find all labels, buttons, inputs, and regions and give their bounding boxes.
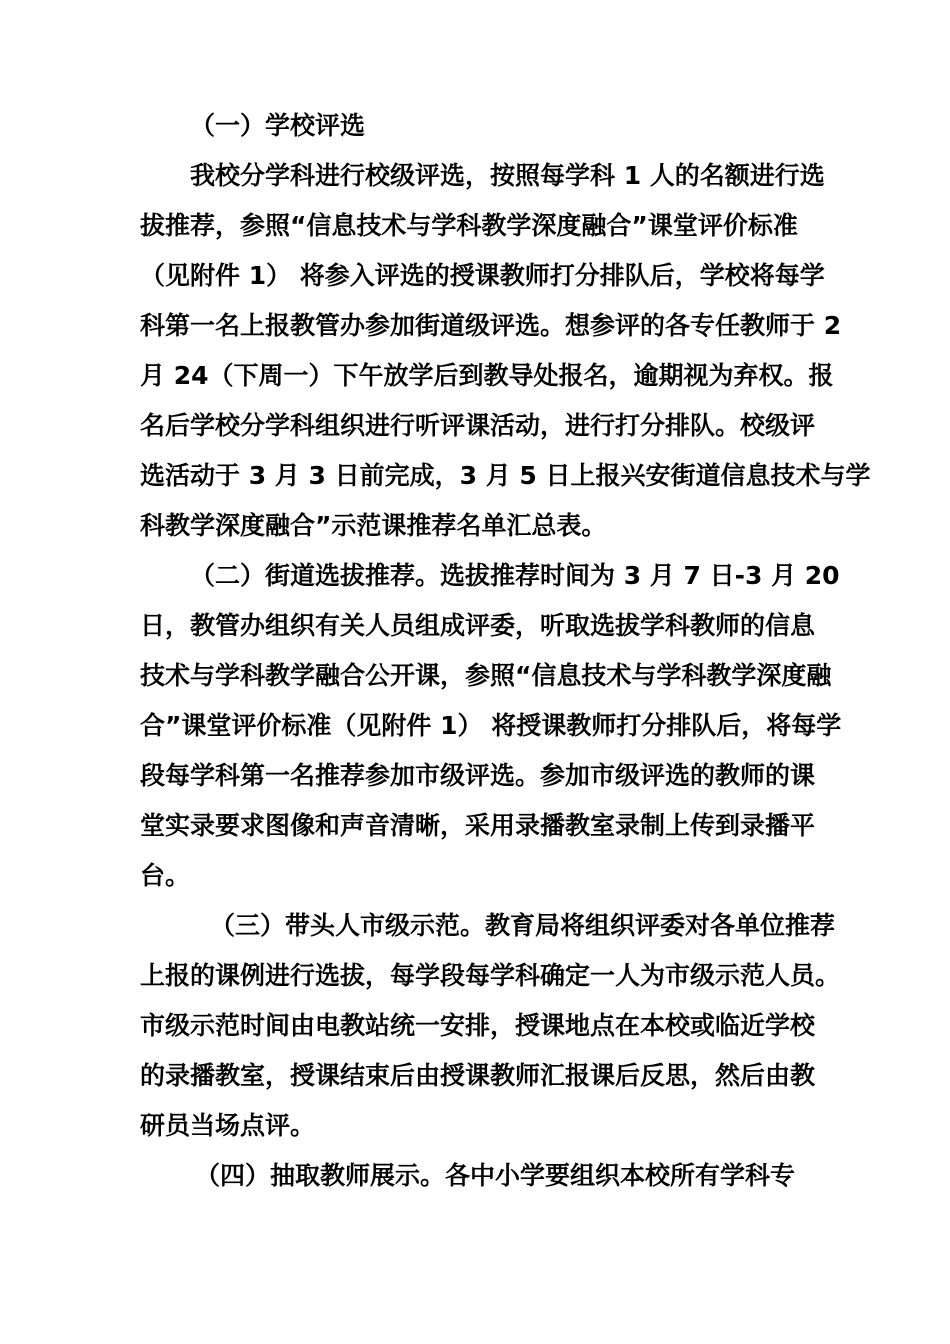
paragraph-line: 我校分学科进行校级评选，按照每学科 1 人的名额进行选 [190, 161, 825, 190]
paragraph-line: 名后学校分学科组织进行听评课活动，进行打分排队。校级评 [140, 411, 816, 440]
paragraph-line: 的录播教室，授课结束后由授课教师汇报课后反思，然后由教 [140, 1061, 816, 1090]
paragraph-line: 科第一名上报教管办参加街道级评选。想参评的各专任教师于 2 [140, 311, 842, 340]
paragraph-line: 堂实录要求图像和声音清晰，采用录播教室录制上传到录播平 [140, 811, 816, 840]
paragraph-line-street-heading: （二）街道选拔推荐。选拔推荐时间为 3 月 7 日-3 月 20 [190, 561, 840, 590]
paragraph-line: 台。 [140, 861, 191, 890]
paragraph-line: 合”课堂评价标准（见附件 1） 将授课教师打分排队后，将每学 [140, 711, 842, 740]
paragraph-line: 上报的课例进行选拔，每学段每学科确定一人为市级示范人员。 [140, 961, 841, 990]
paragraph-line: 选活动于 3 月 3 日前完成，3 月 5 日上报兴安街道信息技术与学 [140, 461, 871, 490]
paragraph-line: 拔推荐，参照“信息技术与学科教学深度融合”课堂评价标准 [140, 211, 798, 240]
paragraph-line: 段每学科第一名推荐参加市级评选。参加市级评选的教师的课 [140, 761, 816, 790]
paragraph-line: 日，教管办组织有关人员组成评委，听取选拔学科教师的信息 [140, 611, 816, 640]
paragraph-line: 研员当场点评。 [140, 1111, 316, 1140]
paragraph-line-draw-heading: （四）抽取教师展示。各中小学要组织本校所有学科专 [195, 1161, 796, 1190]
section-heading-school: （一）学校评选 [190, 111, 366, 140]
paragraph-line: （见附件 1） 将参入评选的授课教师打分排队后，学校将每学 [140, 261, 825, 290]
paragraph-line-city-heading: （三）带头人市级示范。教育局将组织评委对各单位推荐 [210, 911, 836, 940]
paragraph-line: 科教学深度融合”示范课推荐名单汇总表。 [140, 511, 607, 540]
paragraph-line: 市级示范时间由电教站统一安排，授课地点在本校或临近学校 [140, 1011, 816, 1040]
paragraph-line: 技术与学科教学融合公开课，参照“信息技术与学科教学深度融 [140, 661, 832, 690]
paragraph-line: 月 24（下周一）下午放学后到教导处报名，逾期视为弃权。报 [140, 361, 834, 390]
